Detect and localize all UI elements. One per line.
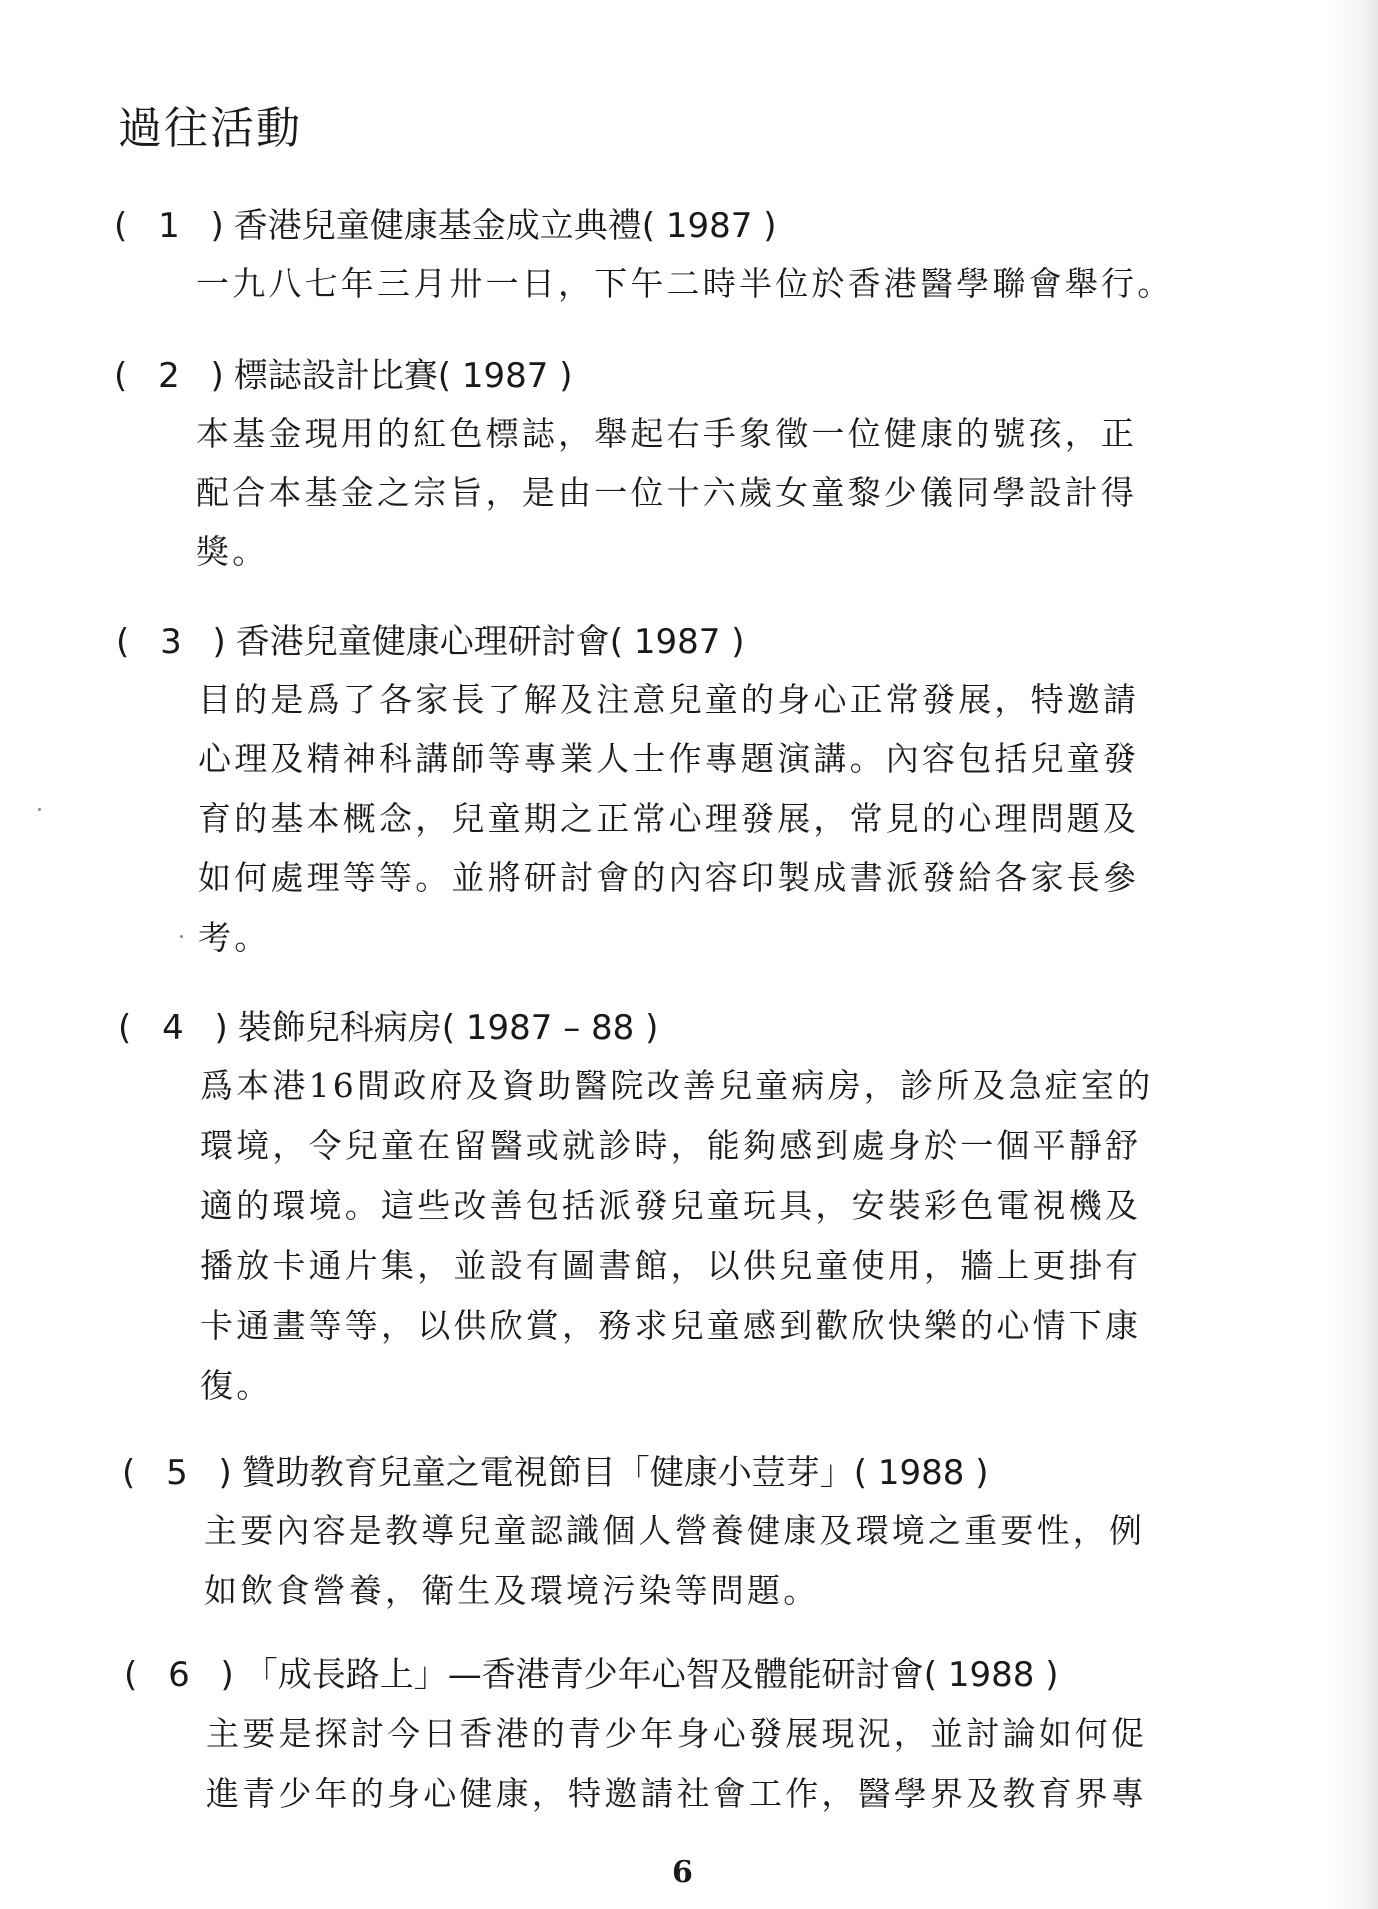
item-1-title bbox=[114, 198, 776, 247]
item-5-line: 主要內容是教導兒童認識個人營養健康及環境之重要性，例 bbox=[204, 1511, 1146, 1550]
item-4-line: 復。 bbox=[200, 1366, 273, 1405]
item-title-text: 「成長路上」—香港青少年心智及體能研討會 bbox=[243, 1655, 924, 1695]
item-number: ( 5 ) bbox=[122, 1453, 242, 1493]
page-heading: 過往活動 bbox=[118, 103, 302, 154]
item-number: ( 6 ) bbox=[124, 1655, 244, 1695]
item-4-title bbox=[118, 1000, 658, 1049]
item-2-line: 本基金現用的紅色標誌，舉起右手象徵一位健康的號孩，正 bbox=[196, 414, 1138, 453]
item-3-line: 如何處理等等。並將研討會的內容印製成書派發給各家長參 bbox=[198, 858, 1140, 897]
scan-speck bbox=[180, 935, 183, 938]
item-number: ( 3 ) bbox=[116, 622, 236, 662]
item-number: ( 1 ) bbox=[114, 206, 234, 246]
item-year: ( 1987 ) bbox=[641, 206, 777, 246]
item-4-line: 環境，令兒童在留醫或就診時，能夠感到處身於一個平靜舒 bbox=[200, 1126, 1142, 1165]
item-title-text: 標誌設計比賽 bbox=[233, 356, 438, 396]
item-4-line: 卡通畫等等，以供欣賞，務求兒童感到歡欣快樂的心情下康 bbox=[200, 1306, 1142, 1345]
item-3-line: 心理及精神科講師等專業人士作專題演講。內容包括兒童發 bbox=[198, 739, 1140, 778]
item-1-line: 一九八七年三月卅一日，下午二時半位於香港醫學聯會舉行。 bbox=[196, 264, 1174, 303]
item-2-line: 配合本基金之宗旨，是由一位十六歲女童黎少儀同學設計得 bbox=[196, 473, 1138, 512]
page-number: 6 bbox=[672, 1855, 693, 1890]
item-title-text: 香港兒童健康基金成立典禮 bbox=[233, 206, 642, 246]
item-2-title bbox=[114, 348, 572, 397]
item-6-line: 進青少年的身心健康，特邀請社會工作，醫學界及教育界專 bbox=[206, 1774, 1148, 1813]
item-3-line: 目的是爲了各家長了解及注意兒童的身心正常發展，特邀請 bbox=[198, 680, 1140, 719]
item-6-line: 主要是探討今日香港的青少年身心發展現況，並討論如何促 bbox=[206, 1714, 1148, 1753]
item-6-title bbox=[124, 1647, 1058, 1696]
item-4-line: 爲本港16間政府及資助醫院改善兒童病房，診所及急症室的 bbox=[200, 1066, 1154, 1105]
item-3-title bbox=[116, 614, 744, 663]
item-number: ( 4 ) bbox=[118, 1008, 238, 1048]
item-5-line: 如飲食營養，衛生及環境污染等問題。 bbox=[204, 1571, 820, 1610]
item-number: ( 2 ) bbox=[114, 356, 234, 396]
item-title-text: 裝飾兒科病房 bbox=[237, 1008, 442, 1048]
item-title-text: 香港兒童健康心理研討會 bbox=[235, 622, 610, 662]
item-year: ( 1987 ) bbox=[609, 622, 745, 662]
item-title-text: 贊助教育兒童之電視節目「健康小荳芽」 bbox=[241, 1453, 854, 1493]
item-year: ( 1988 ) bbox=[923, 1655, 1059, 1695]
item-3-line: 育的基本概念，兒童期之正常心理發展，常見的心理問題及 bbox=[198, 799, 1140, 838]
item-year: ( 1987 – 88 ) bbox=[441, 1008, 659, 1048]
item-2-line: 獎。 bbox=[196, 532, 269, 571]
item-4-line: 播放卡通片集，並設有圖書館，以供兒童使用，牆上更掛有 bbox=[200, 1246, 1142, 1285]
scan-speck bbox=[38, 808, 41, 811]
item-year: ( 1987 ) bbox=[437, 356, 573, 396]
item-year: ( 1988 ) bbox=[853, 1453, 989, 1493]
item-3-line: 考。 bbox=[198, 918, 271, 957]
item-5-title bbox=[122, 1445, 988, 1494]
item-4-line: 適的環境。這些改善包括派發兒童玩具，安裝彩色電視機及 bbox=[200, 1186, 1142, 1225]
